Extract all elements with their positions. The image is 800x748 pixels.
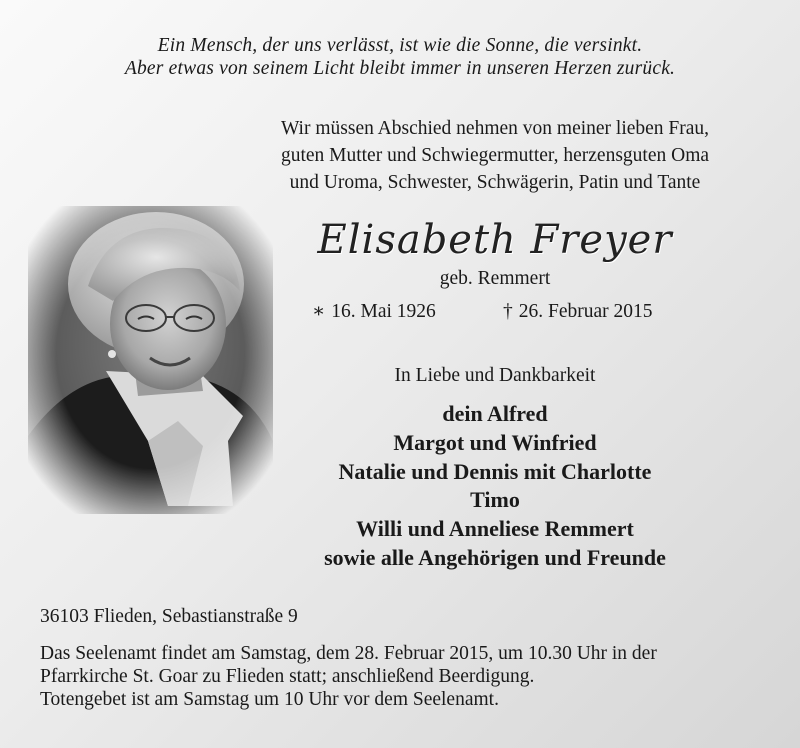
death-date-line bbox=[503, 300, 653, 324]
farewell-intro bbox=[200, 115, 790, 196]
memorial-quote bbox=[0, 34, 800, 80]
quote-line-2: Aber etwas von seinem Licht bleibt immer in unseren Herzen zurück. bbox=[124, 58, 676, 79]
intro-line-1: Wir müssen Abschied nehmen von meiner lieben Frau, bbox=[280, 118, 710, 139]
cross-icon: † bbox=[503, 301, 513, 322]
death-date: 26. Februar 2015 bbox=[518, 301, 653, 322]
portrait-photo bbox=[28, 206, 273, 514]
mourner-name: dein Alfred bbox=[442, 401, 548, 426]
deceased-name: Elisabeth Freyer bbox=[317, 217, 673, 263]
notice-line-1: Das Seelenamt findet am Samstag, dem 28. Februar 2015, um 10.30 Uhr in der bbox=[40, 643, 657, 664]
mourner-name: sowie alle Angehörigen und Freunde bbox=[324, 544, 666, 570]
intro-line-2: guten Mutter und Schwiegermutter, herzensguten Oma bbox=[280, 145, 710, 166]
notice-line-3: Totengebet ist am Samstag um 10 Uhr vor dem Seelenamt. bbox=[40, 689, 499, 710]
birth-date-line bbox=[312, 300, 436, 324]
birth-star-icon: ∗ bbox=[312, 301, 326, 322]
gratitude-line: In Liebe und Dankbarkeit bbox=[394, 365, 596, 386]
family-address: 36103 Flieden, Sebastianstraße 9 bbox=[40, 606, 298, 627]
notice-line-2: Pfarrkirche St. Goar zu Flieden statt; anschließend Beerdigung. bbox=[40, 666, 535, 687]
service-notice bbox=[40, 642, 780, 711]
birth-date: 16. Mai 1926 bbox=[331, 301, 436, 322]
mourner-name: Timo bbox=[470, 487, 520, 513]
maiden-name: geb. Remmert bbox=[439, 268, 551, 289]
mourner-name: Willi und Anneliese Remmert bbox=[356, 516, 634, 542]
mourner-name: Margot und Winfried bbox=[393, 429, 597, 455]
mourners-list bbox=[250, 400, 740, 573]
quote-line-1: Ein Mensch, der uns verlässt, ist wie die Sonne, die versinkt. bbox=[157, 35, 643, 56]
intro-line-3: und Uroma, Schwester, Schwägerin, Patin und Tante bbox=[289, 172, 701, 193]
mourner-name: Natalie und Dennis mit Charlotte bbox=[338, 458, 652, 484]
